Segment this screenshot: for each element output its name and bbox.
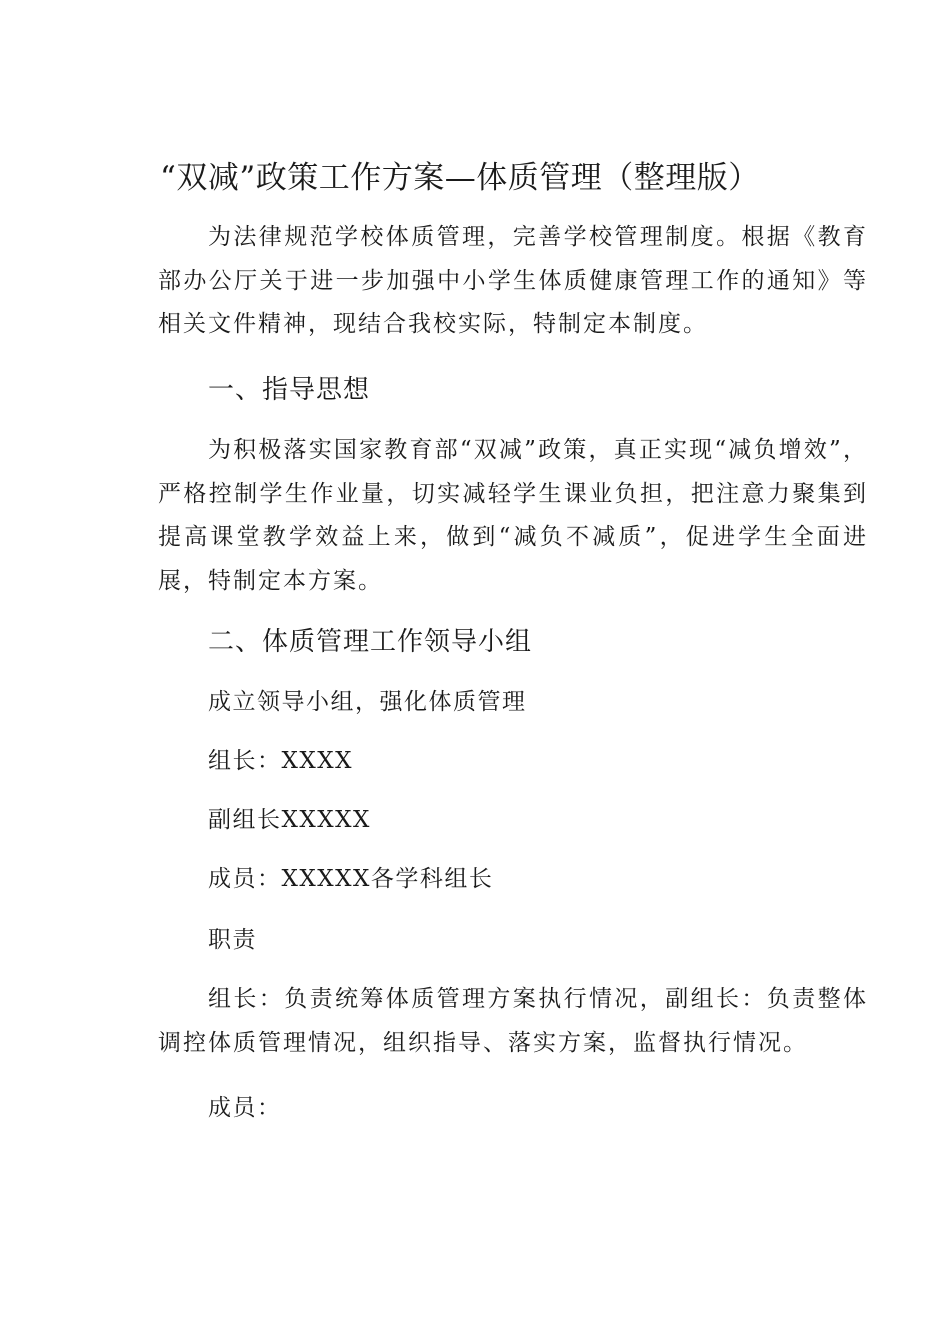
deputy-leader-line: 副组长XXXXX (208, 807, 371, 833)
members-label: 成员： (208, 1095, 282, 1121)
section-heading-leadership-group: 二、体质管理工作领导小组 (208, 627, 533, 657)
guiding-thought-paragraph: 为积极落实国家教育部“双减”政策，真正实现“减负增效”，严格控制学生作业量，切实减轻学生课业负担，把注意力聚集到提高课堂教学效益上来，做到“减负不减质”，促进学生全面进展，特制定本方案。 (158, 437, 868, 594)
leadership-group-intro: 成立领导小组，强化体质管理 (208, 689, 527, 715)
document-title: “双减”政策工作方案—体质管理（整理版） (160, 160, 760, 196)
group-leader-line: 组长：XXXX (208, 748, 353, 774)
members-line: 成员：XXXXX各学科组长 (208, 866, 494, 892)
section-heading-guiding-thought: 一、指导思想 (208, 375, 371, 405)
intro-paragraph: 为法律规范学校体质管理，完善学校管理制度。根据《教育部办公厅关于进一步加强中小学生体质健康管理工作的通知》等相关文件精神，现结合我校实际，特制定本制度。 (158, 224, 868, 337)
duties-paragraph: 组长：负责统筹体质管理方案执行情况，副组长：负责整体调控体质管理情况，组织指导、落实方案，监督执行情况。 (158, 986, 868, 1056)
duties-label: 职责 (208, 927, 257, 953)
